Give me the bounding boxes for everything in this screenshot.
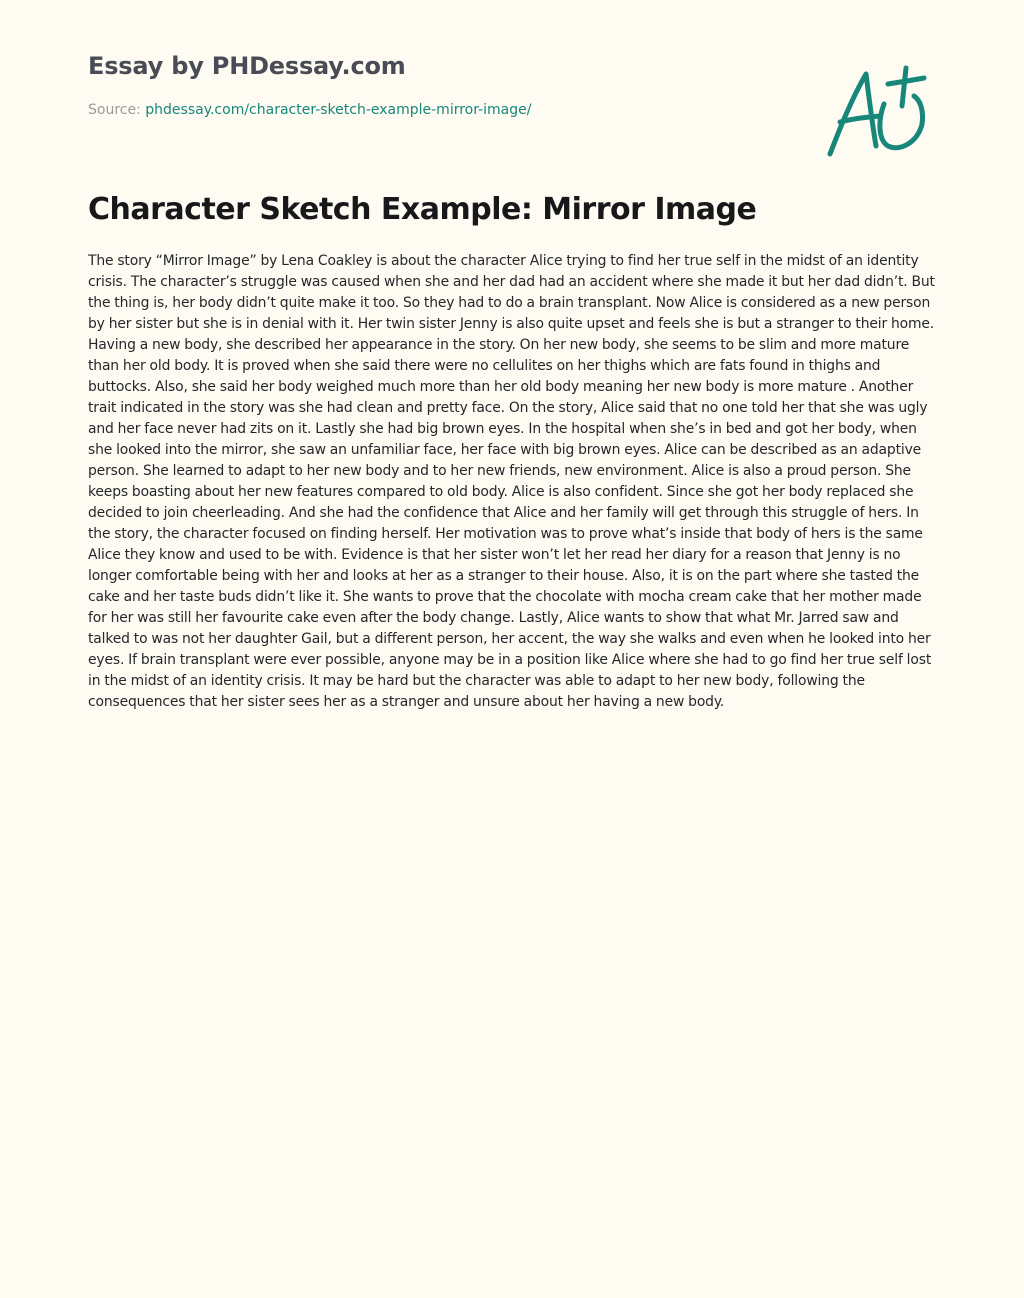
source-label: Source: bbox=[88, 102, 141, 118]
site-title: Essay by PHDessay.com bbox=[88, 52, 406, 80]
a-plus-icon bbox=[822, 62, 932, 162]
essay-body: The story “Mirror Image” by Lena Coakley is about the character Alice trying to find her true self in the midst of an identity crisis. The character’s struggle was caused when she and her dad had an accident where she made it but her dad didn’t. But the thing is, her body didn’t quite make it too. So they had to do a brain transplant. Now Alice is considered as a new person by her sister but she is in denial with it. Her twin sister Jenny is also quite upset and feels she is but a stranger to their home. Having a new body, she described her appearance in the story. On her new body, she seems to be slim and more mature than her old body. It is proved when she said there were no cellulites on her thighs which are fats found in thighs and buttocks. Also, she said her body weighed much more than her old body meaning her new body is more mature . Another trait indicated in the story was she had clean and pretty face. On the story, Alice said that no one told her that she was ugly and her face never had zits on it. Lastly she had big brown eyes. In the hospital when she’s in bed and got her body, when she looked into the mirror, she saw an unfamiliar face, her face with big brown eyes. Alice can be described as an adaptive person. She learned to adapt to her new body and to her new friends, new environment. Alice is also a proud person. She keeps boasting about her new features compared to old body. Alice is also confident. Since she got her body replaced she decided to join cheerleading. And she had the confidence that Alice and her family will get through this struggle of hers. In the story, the character focused on finding herself. Her motivation was to prove what’s inside that body of hers is the same Alice they know and used to be with. Evidence is that her sister won’t let her read her diary for a reason that Jenny is no longer comfortable being with her and looks at her as a stranger to their house. Also, it is on the part where she tasted the cake and her taste buds didn’t like it. She wants to prove that the chocolate with mocha cream cake that her mother made for her was still her favourite cake even after the body change. Lastly, Alice wants to show that what Mr. Jarred saw and talked to was not her daughter Gail, but a different person, her accent, the way she walks and even when he looked into her eyes. If brain transplant were ever possible, anyone may be in a position like Alice where she had to go find her true self lost in the midst of an identity crisis. It may be hard but the character was able to adapt to her new body, following the consequences that her sister sees her as a stranger and unsure about her having a new body. bbox=[88, 253, 935, 710]
source-link[interactable]: phdessay.com/character-sketch-example-mirror-image/ bbox=[145, 102, 532, 118]
essay-title: Character Sketch Example: Mirror Image bbox=[88, 192, 757, 227]
source-line bbox=[88, 100, 531, 120]
